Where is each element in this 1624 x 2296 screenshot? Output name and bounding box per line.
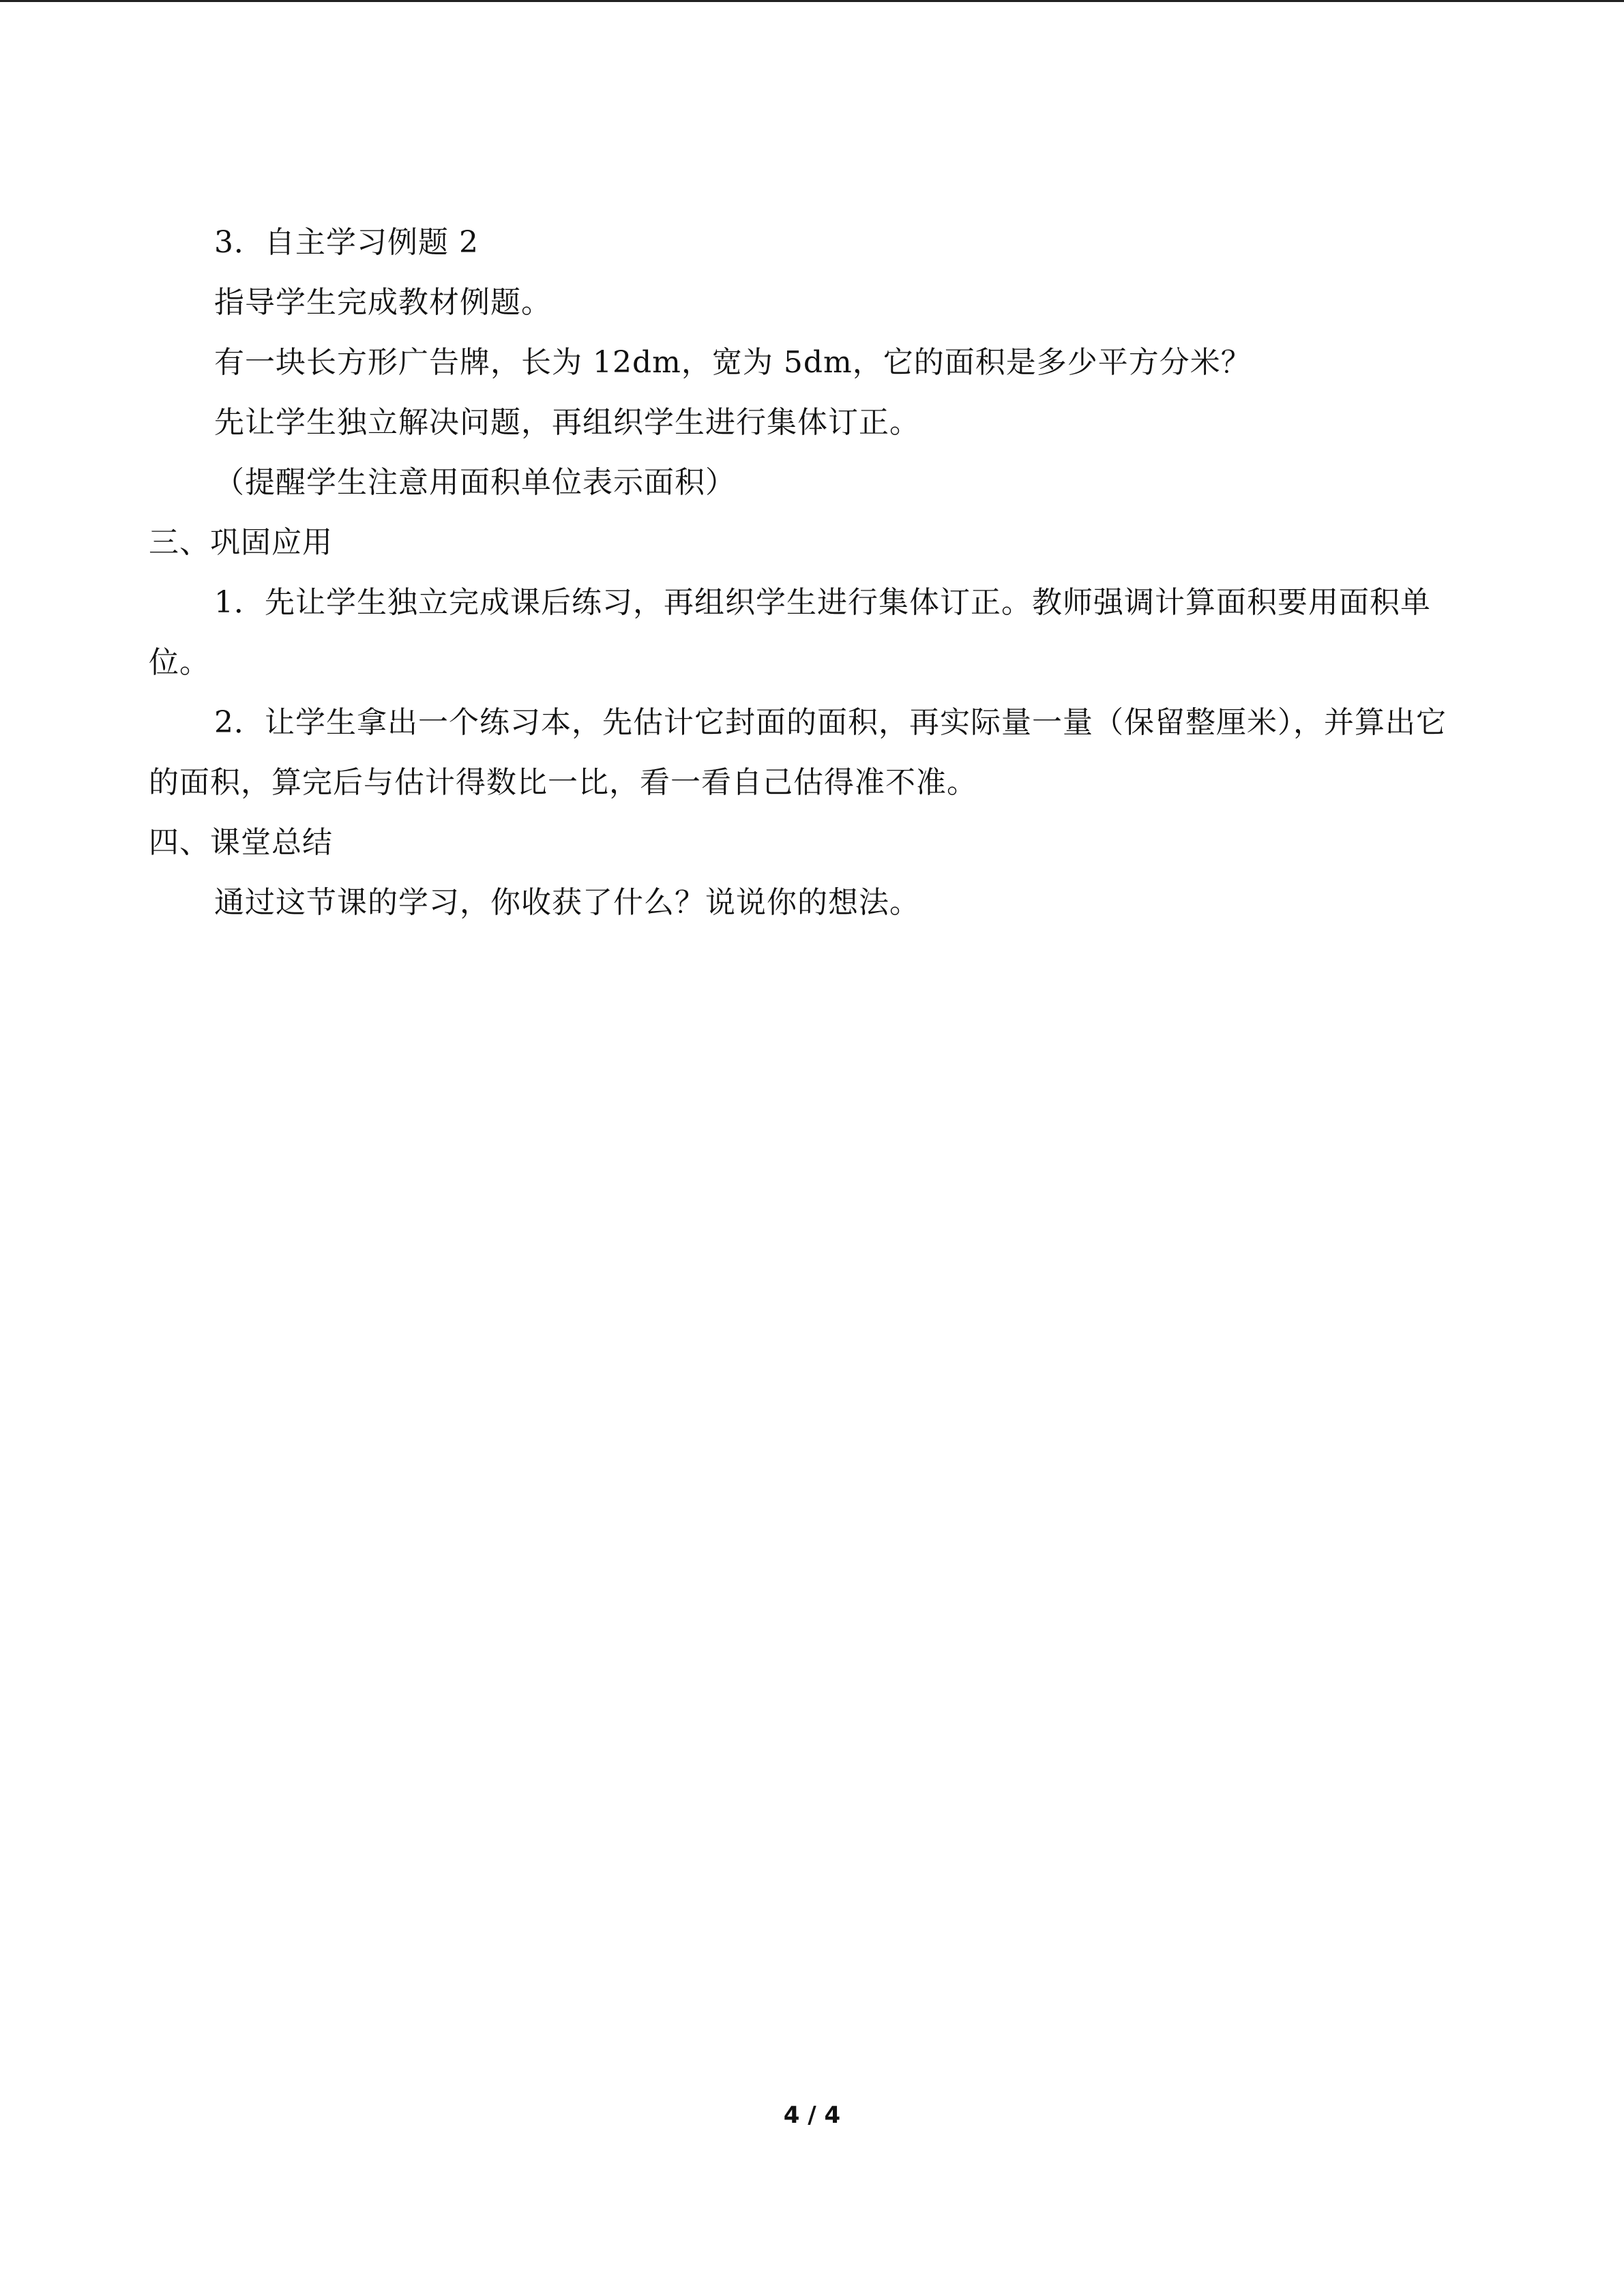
document-body	[149, 213, 1473, 933]
paragraph-exercise-2: 2．让学生拿出一个练习本，先估计它封面的面积，再实际量一量（保留整厘米），并算出它的面积，算完后与估计得数比一比，看一看自己估得准不准。	[149, 705, 1447, 800]
page-number: 4 / 4	[783, 2102, 841, 2129]
paragraph-billboard-problem: 有一块长方形广告牌，长为 12dm，宽为 5dm，它的面积是多少平方分米？	[214, 345, 1252, 380]
paragraph-example-2-heading: 3．自主学习例题 2	[214, 225, 479, 260]
paragraph-solve-independently: 先让学生独立解决问题，再组织学生进行集体订正。	[214, 405, 920, 440]
section-heading-consolidate: 三、巩固应用	[149, 525, 333, 560]
paragraph-reminder-note: （提醒学生注意用面积单位表示面积）	[214, 465, 736, 500]
section-heading-summary: 四、课堂总结	[149, 825, 333, 860]
paragraph-guide-students: 指导学生完成教材例题。	[214, 285, 552, 320]
paragraph-exercise-1: 1．先让学生独立完成课后练习，再组织学生进行集体订正。教师强调计算面积要用面积单位。	[149, 585, 1431, 680]
top-border-line	[0, 0, 1624, 2]
paragraph-summary-question: 通过这节课的学习，你收获了什么？说说你的想法。	[214, 885, 920, 920]
